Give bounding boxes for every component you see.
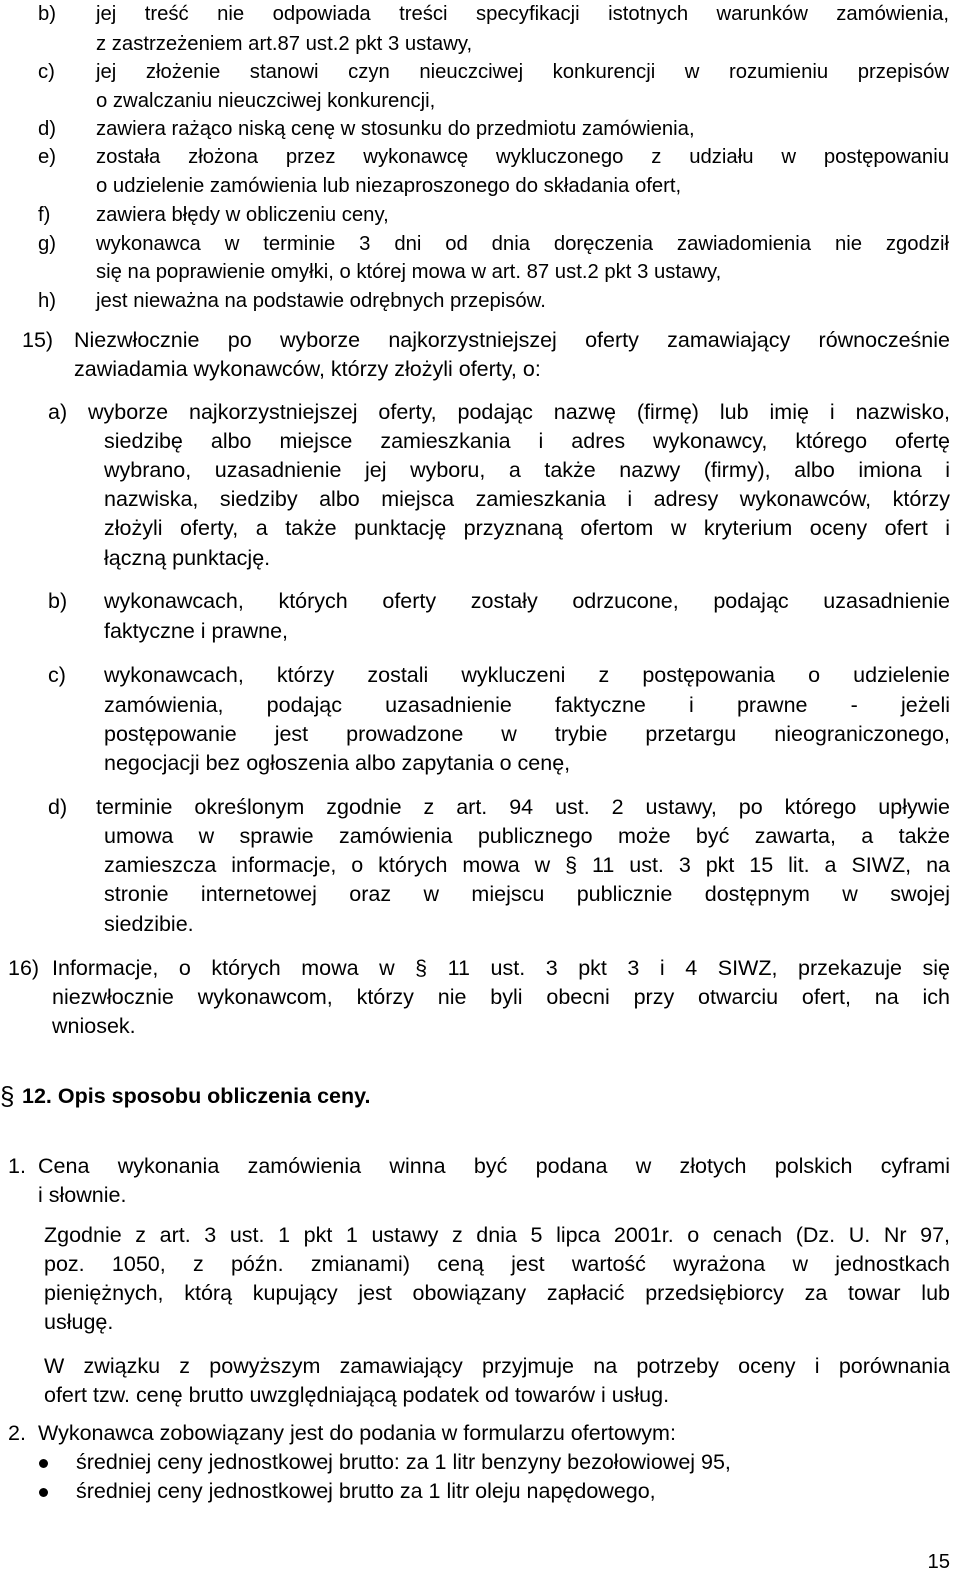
- text-line: umowa w sprawie zamówienia publicznego może być zawarta, a także: [104, 824, 950, 848]
- text-line: z zastrzeżeniem art.87 ust.2 pkt 3 ustawy,: [96, 33, 473, 55]
- page-number: 15: [927, 1551, 950, 1573]
- text-line: W związku z powyższym zamawiający przyjmuje na potrzeby oceny i porównania: [44, 1354, 950, 1378]
- list-marker: g): [38, 233, 57, 255]
- list-marker: 16): [8, 956, 40, 980]
- text-line: zawiadamia wykonawców, którzy złożyli oferty, o:: [74, 357, 541, 381]
- text-line: negocjacji bez ogłoszenia albo zapytania o cenę,: [104, 751, 571, 775]
- text-line: wybrano, uzasadnienie jej wyboru, a także nazwy (firmy), albo imiona i: [104, 458, 950, 482]
- text-line: pieniężnych, którą kupujący jest obowiązany zapłacić przedsiębiorcy za towar lub: [44, 1281, 950, 1305]
- list-marker: h): [38, 290, 57, 312]
- section-title: 12. Opis sposobu obliczenia ceny.: [22, 1084, 371, 1108]
- text-line: Zgodnie z art. 3 ust. 1 pkt 1 ustawy z dnia 5 lipca 2001r. o cenach (Dz. U. Nr 97,: [44, 1223, 950, 1247]
- text-line: złożyli oferty, a także punktację przyznaną ofertom w kryterium oceny ofert i: [104, 516, 950, 540]
- text-line: Niezwłocznie po wyborze najkorzystniejszej oferty zamawiający równocześnie: [74, 328, 950, 352]
- text-line: zamówienia, podając uzasadnienie faktyczne i prawne - jeżeli: [104, 693, 950, 717]
- text-line: wykonawcach, których oferty zostały odrzucone, podając uzasadnienie: [104, 589, 950, 613]
- text-line: łączną punktację.: [104, 546, 271, 570]
- bullet-text: średniej ceny jednostkowej brutto: za 1 litr benzyny bezołowiowej 95,: [76, 1450, 731, 1474]
- text-line: faktyczne i prawne,: [104, 619, 289, 643]
- text-line: zamieszcza informacje, o których mowa w § 11 ust. 3 pkt 15 lit. a SIWZ, na: [104, 853, 950, 877]
- text-line: jest nieważna na podstawie odrębnych przepisów.: [96, 290, 546, 312]
- text-line: Informacje, o których mowa w § 11 ust. 3 pkt 3 i 4 SIWZ, przekazuje się: [52, 956, 950, 980]
- bullet-dot-icon: [39, 1488, 48, 1497]
- text-line: stronie internetowej oraz w miejscu publicznie dostępnym w swojej: [104, 882, 950, 906]
- text-line: Cena wykonania zamówienia winna być podana w złotych polskich cyframi: [38, 1154, 950, 1178]
- list-marker: d): [38, 118, 57, 140]
- text-line: siedzibie.: [104, 912, 194, 936]
- text-line: wyborze najkorzystniejszej oferty, podając nazwę (firmę) lub imię i nazwisko,: [88, 400, 950, 424]
- text-line: wykonawcach, którzy zostali wykluczeni z postępowania o udzielenie: [104, 663, 950, 687]
- text-line: i słownie.: [38, 1183, 127, 1207]
- text-line: zawiera błędy w obliczeniu ceny,: [96, 204, 389, 226]
- text-line: niezwłocznie wykonawcom, którzy nie byli obecni przy otwarciu ofert, na ich: [52, 985, 950, 1009]
- text-line: wniosek.: [52, 1014, 136, 1038]
- text-line: ofert tzw. cenę brutto uwzględniającą podatek od towarów i usług.: [44, 1383, 670, 1407]
- list-marker: c): [48, 663, 66, 687]
- list-marker: b): [48, 589, 68, 613]
- section-symbol: §: [0, 1081, 15, 1111]
- text-line: terminie określonym zgodnie z art. 94 ust. 2 ustawy, po którego upływie: [96, 795, 950, 819]
- text-line: jej złożenie stanowi czyn nieuczciwej konkurencji w rozumieniu przepisów: [96, 61, 949, 83]
- list-marker: 1.: [8, 1154, 26, 1178]
- list-marker: f): [38, 204, 51, 226]
- text-line: siedzibę albo miejsce zamieszkania i adres wykonawcy, którego ofertę: [104, 429, 950, 453]
- text-line: się na poprawienie omyłki, o której mowa w art. 87 ust.2 pkt 3 ustawy,: [96, 261, 722, 283]
- text-line: o udzielenie zamówienia lub niezaproszonego do składania ofert,: [96, 175, 682, 197]
- text-line: o zwalczaniu nieuczciwej konkurencji,: [96, 90, 436, 112]
- text-line: jej treść nie odpowiada treści specyfikacji istotnych warunków zamówienia,: [96, 3, 949, 25]
- text-line: nazwiska, siedziby albo miejsca zamieszkania i adresy wykonawców, którzy: [104, 487, 950, 511]
- text-line: poz. 1050, z późn. zmianami) ceną jest wartość wyrażona w jednostkach: [44, 1252, 950, 1276]
- text-line: zawiera rażąco niską cenę w stosunku do przedmiotu zamówienia,: [96, 118, 695, 140]
- list-marker: 15): [22, 328, 54, 352]
- text-line: usługę.: [44, 1310, 114, 1334]
- list-marker: a): [48, 400, 68, 424]
- text-line: postępowanie jest prowadzone w trybie przetargu nieograniczonego,: [104, 722, 950, 746]
- list-marker: b): [38, 3, 57, 25]
- text-line: wykonawca w terminie 3 dni od dnia doręczenia zawiadomienia nie zgodził: [96, 233, 949, 255]
- text-line: Wykonawca zobowiązany jest do podania w formularzu ofertowym:: [38, 1421, 676, 1445]
- list-marker: e): [38, 146, 57, 168]
- text-line: została złożona przez wykonawcę wykluczonego z udziału w postępowaniu: [96, 146, 949, 168]
- list-marker: c): [38, 61, 55, 83]
- list-marker: d): [48, 795, 68, 819]
- list-marker: 2.: [8, 1421, 26, 1445]
- bullet-text: średniej ceny jednostkowej brutto za 1 litr oleju napędowego,: [76, 1479, 656, 1503]
- bullet-dot-icon: [39, 1459, 48, 1468]
